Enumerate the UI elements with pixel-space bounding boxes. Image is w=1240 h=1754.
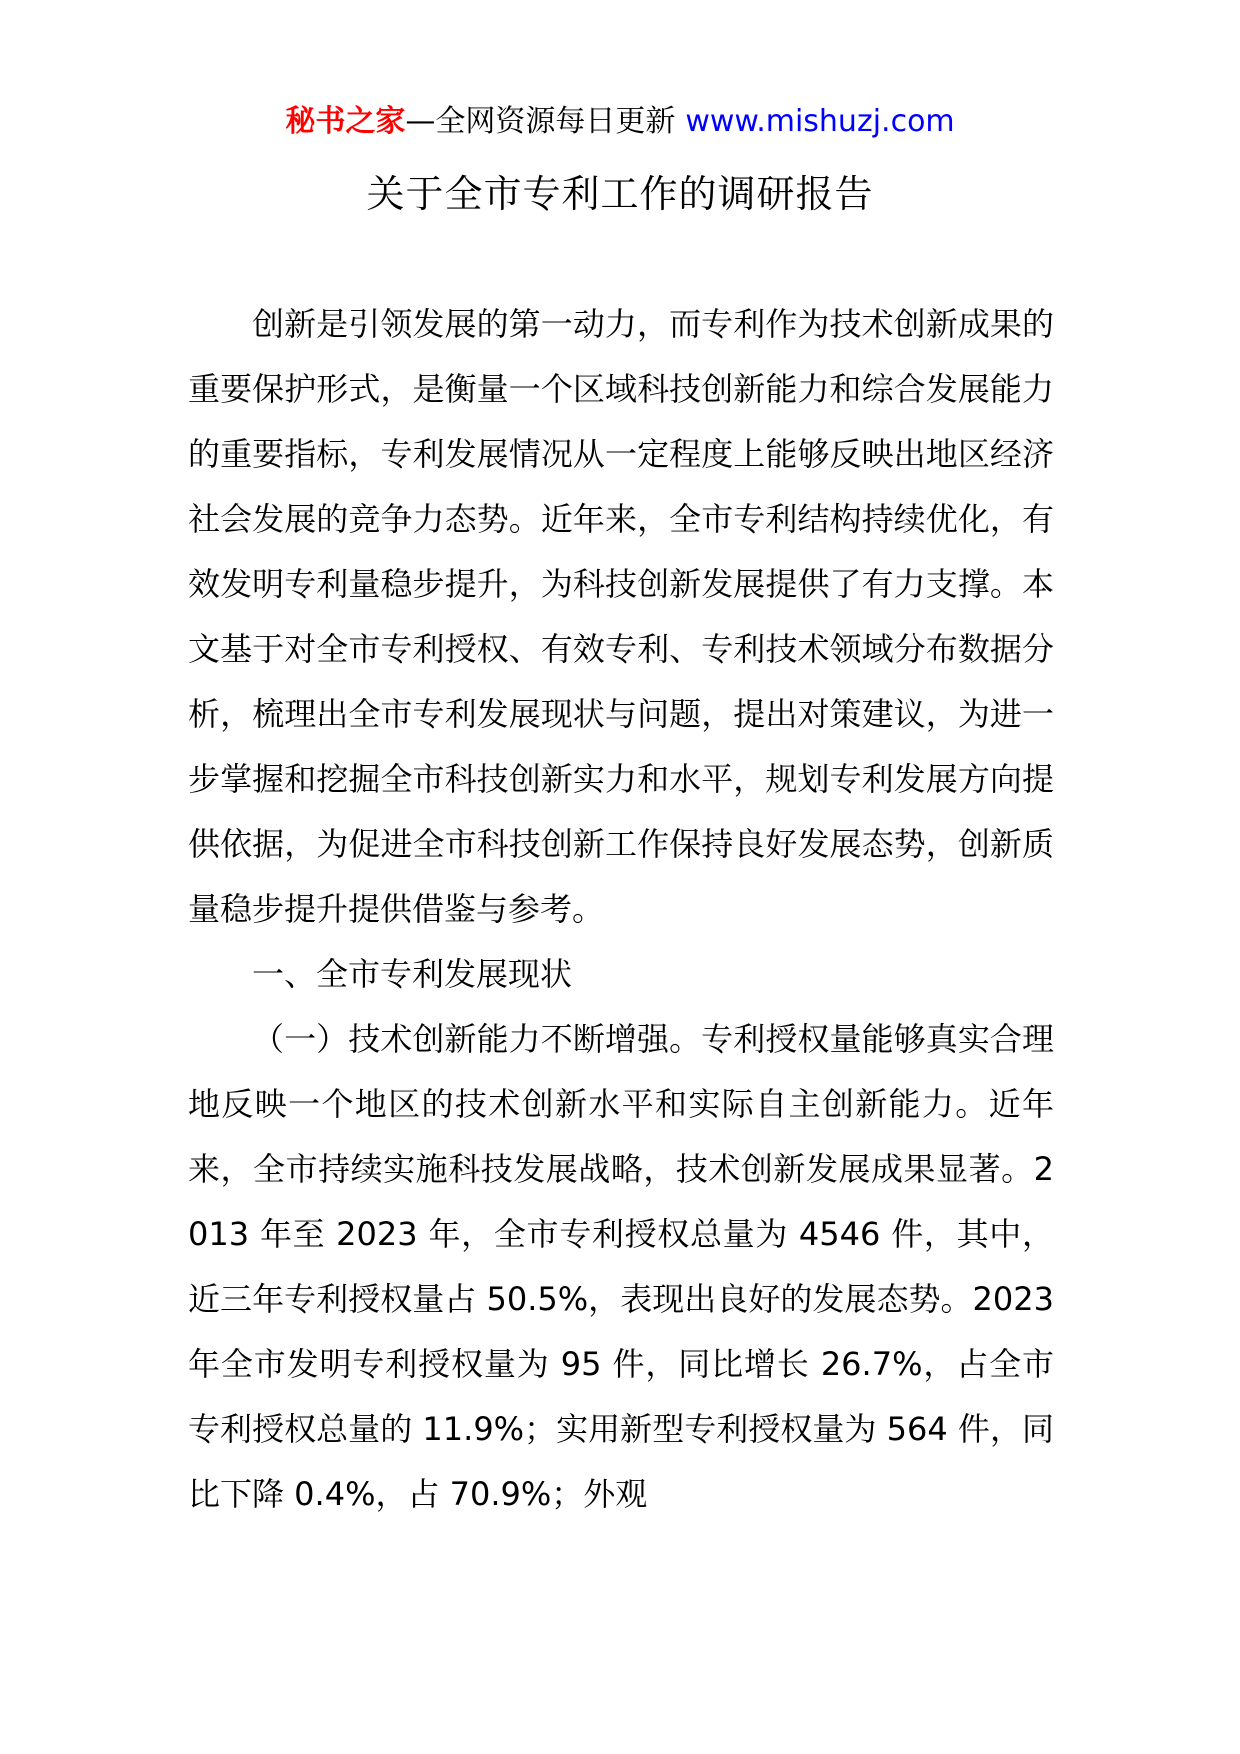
paragraph-intro: 创新是引领发展的第一动力，而专利作为技术创新成果的重要保护形式，是衡量一个区域科技创新能力和综合发展能力的重要指标，专利发展情况从一定程度上能够反映出地区经济社会发展的竞争力态势。近年来，全市专利结构持续优化，有效发明专利量稳步提升，为科技创新发展提供了有力支撑。本文基于对全市专利授权、有效专利、专利技术领域分布数据分析，梳理出全市专利发展现状与问题，提出对策建议，为进一步掌握和挖掘全市科技创新实力和水平，规划专利发展方向提供依据，为促进全市科技创新工作保持良好发展态势，创新质量稳步提升提供借鉴与参考。 (188, 305, 1054, 928)
document-title: 关于全市专利工作的调研报告 (366, 172, 874, 216)
site-url-link[interactable]: www.mishuzj.com (685, 104, 955, 139)
document-body (188, 292, 1054, 1527)
site-header (0, 100, 1240, 144)
section-heading-status: 一、全市专利发展现状 (252, 955, 573, 993)
brand-name: 秘书之家 (285, 104, 406, 139)
paragraph-innovation-capacity: （一）技术创新能力不断增强。专利授权量能够真实合理地反映一个地区的技术创新水平和实际自主创新能力。近年来，全市持续实施科技发展战略，技术创新发展成果显著。2013 年至 2023 年，全市专利授权总量为 4546 件，其中，近三年专利授权量占 50.5%，表现出良好的发展态势。2023 年全市发明专利授权量为 95 件，同比增长 26.7%，占全市专利授权总量的 11.9%；实用新型专利授权量为 564 件，同比下降 0.4%，占 70.9%；外观 (188, 1020, 1054, 1513)
header-tagline: —全网资源每日更新 (405, 104, 676, 139)
